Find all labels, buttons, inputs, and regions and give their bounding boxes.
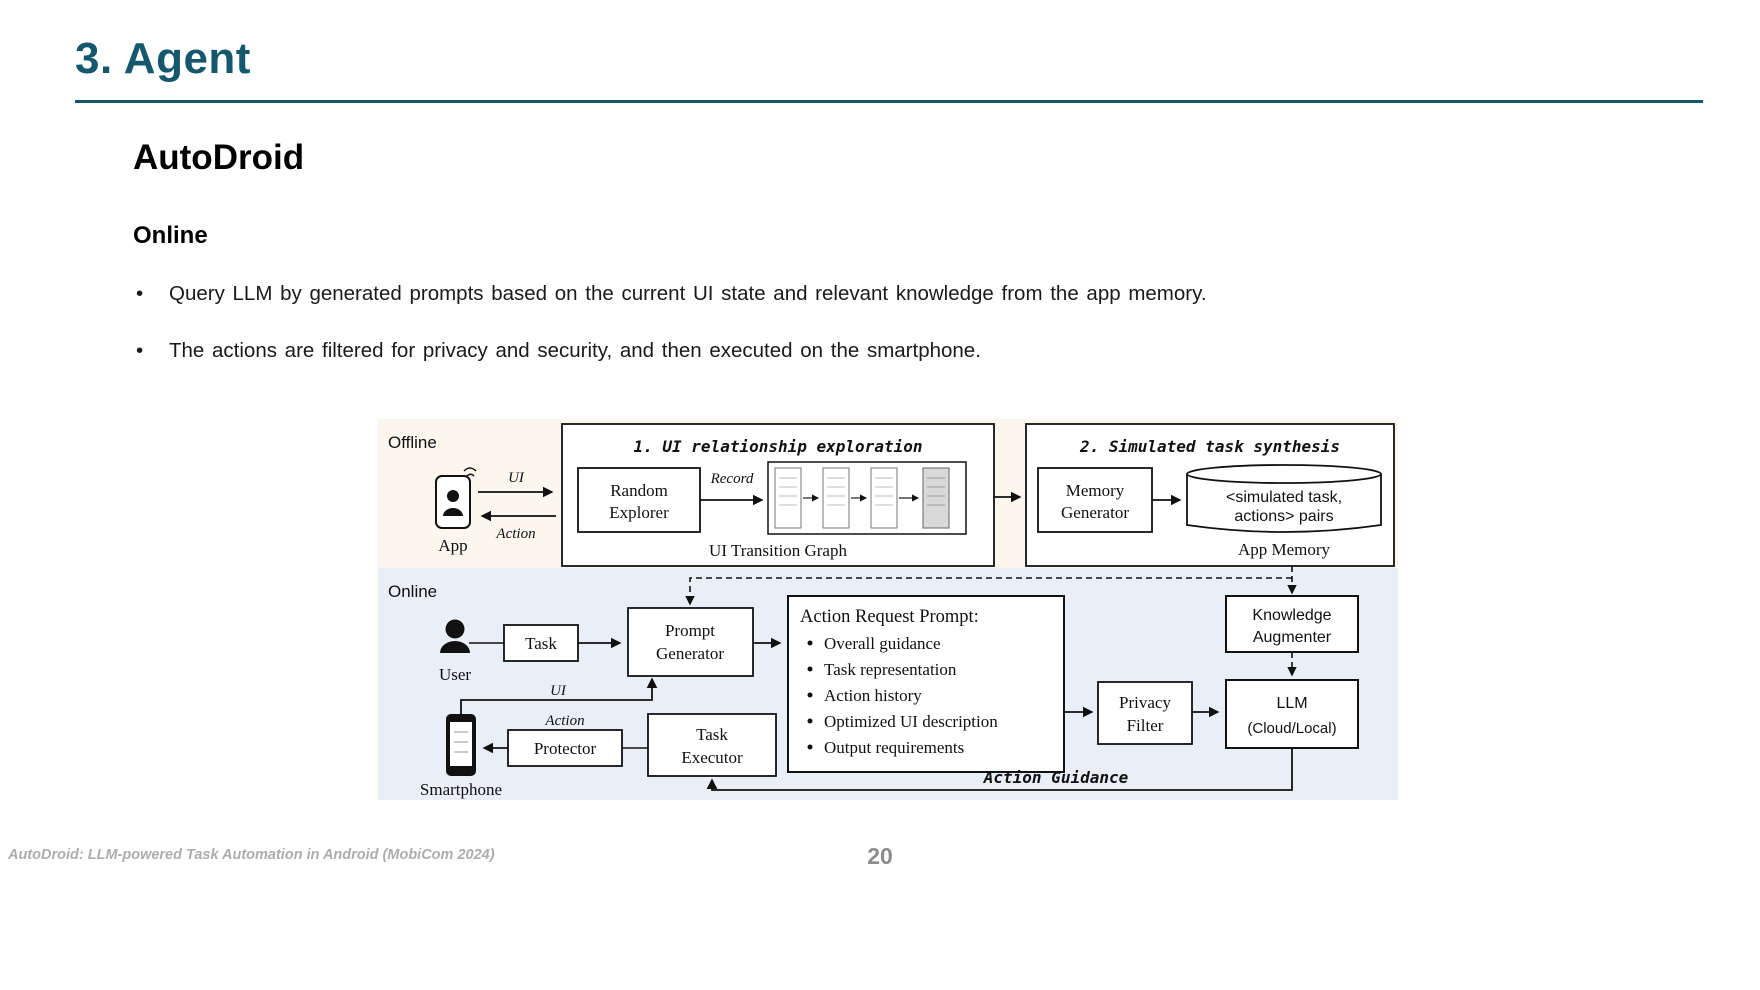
arp-bullet <box>808 667 813 672</box>
memory-generator-box <box>1038 468 1152 532</box>
subheading-online: Online <box>133 222 208 249</box>
arp-bullet <box>808 719 813 724</box>
memory-generator-label: Memory <box>1065 481 1125 500</box>
screen-thumbnail <box>823 468 849 528</box>
screen-thumbnail <box>871 468 897 528</box>
app-label: App <box>438 536 468 555</box>
action-arrow-label-offline: Action <box>496 526 536 542</box>
knowledge-augmenter-label: Augmenter <box>1252 629 1332 646</box>
screen-thumbnail <box>923 468 949 528</box>
screen-thumbnail <box>775 468 801 528</box>
bullet-item: • Query LLM by generated prompts based on the current UI state and relevant knowledge from the app memory. <box>133 282 1633 306</box>
arp-item: Overall guidance <box>824 634 941 653</box>
prompt-generator-label: Prompt <box>664 621 716 640</box>
privacy-filter-label: Filter <box>1126 716 1164 735</box>
task-executor-label: Executor <box>681 748 743 767</box>
ui-transition-graph-thumbnails <box>768 462 966 534</box>
simulated-pairs-label: actions> pairs <box>1234 508 1334 525</box>
ui-arrow-label-offline: UI <box>508 470 524 486</box>
user-label: User <box>438 665 472 684</box>
arp-bullet <box>808 745 813 750</box>
random-explorer-label: Explorer <box>609 503 669 522</box>
smartphone-icon <box>446 714 476 776</box>
bullet-list <box>133 282 1633 396</box>
page-number: 20 <box>867 843 893 869</box>
arp-title: Action Request Prompt: <box>800 607 979 627</box>
ui-transition-graph-label: UI Transition Graph <box>709 541 847 560</box>
arp-bullet <box>808 693 813 698</box>
llm-label: LLM <box>1276 695 1308 712</box>
task-label: Task <box>525 634 557 653</box>
task-executor-label: Task <box>696 725 728 744</box>
bullet-item: • The actions are filtered for privacy and security, and then executed on the smartphone. <box>133 339 1633 363</box>
llm-box <box>1226 680 1358 748</box>
smartphone-label: Smartphone <box>419 780 503 799</box>
heading-autodroid: AutoDroid <box>133 138 305 177</box>
autodroid-architecture-diagram <box>366 412 1402 804</box>
action-flow-label: Action <box>545 713 585 729</box>
action-guidance-label: Action Guidance <box>983 768 1129 787</box>
memory-generator-label: Generator <box>1061 503 1129 522</box>
arp-item: Task representation <box>824 660 957 679</box>
prompt-generator-box <box>628 608 753 676</box>
prompt-generator-label: Generator <box>656 644 724 663</box>
arp-item: Action history <box>824 686 922 705</box>
box1-title: 1. UI relationship exploration <box>633 437 923 456</box>
arp-bullet <box>808 641 813 646</box>
title-rule <box>75 100 1703 103</box>
footer-citation: AutoDroid: LLM-powered Task Automation in Android (MobiCom 2024) <box>8 847 495 863</box>
protector-label: Protector <box>533 739 597 758</box>
box2-title: 2. Simulated task synthesis <box>1079 437 1341 456</box>
ui-flow-label: UI <box>550 683 566 699</box>
offline-section-label: Offline <box>388 433 437 452</box>
privacy-filter-label: Privacy <box>1119 693 1171 712</box>
knowledge-augmenter-label: Knowledge <box>1252 607 1332 624</box>
random-explorer-label: Random <box>610 481 668 500</box>
record-label: Record <box>710 471 754 487</box>
simulated-pairs-label: <simulated task, <box>1225 489 1343 506</box>
arp-item: Output requirements <box>824 738 965 757</box>
page-title: 3. Agent <box>75 34 251 83</box>
llm-label: (Cloud/Local) <box>1247 720 1337 737</box>
app-memory-label: App Memory <box>1237 540 1331 559</box>
online-section-label: Online <box>388 582 438 601</box>
random-explorer-box <box>578 468 700 532</box>
arp-item: Optimized UI description <box>824 712 998 731</box>
